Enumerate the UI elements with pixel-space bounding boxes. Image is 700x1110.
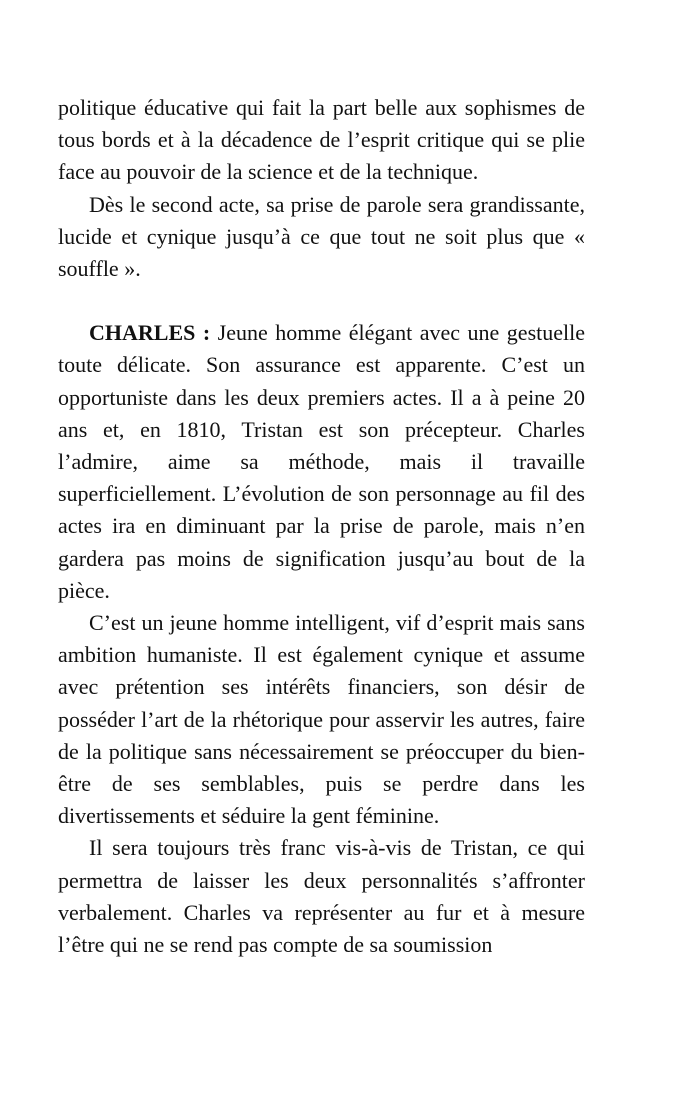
paragraph-second-act: Dès le second acte, sa prise de parole sera grandissante, lucide et cynique jusqu’à ce que tout ne soit plus que « souffle ». bbox=[58, 191, 585, 282]
page-body bbox=[58, 92, 585, 961]
character-description: Jeune homme élégant avec une gestuelle toute délicate. Son assurance est apparente. C’est un opportuniste dans les deux premiers actes. Il a à peine 20 ans et, en 1810, Tristan est son précepteur. Charles l’admire, aime sa méthode, mais il travaille superficiellement. L’évolution de son personnage au fil des actes ira en diminuant par la prise de parole, mais n’en gardera pas moins de signification jusqu’au bout de la pièce. bbox=[58, 320, 585, 603]
paragraph-charles-tristan: Il sera toujours très franc vis-à-vis de Tristan, ce qui permettra de laisser les deux personnalités s’affronter verbalement. Charles va représenter au fur et à mesure l’être qui ne se rend pas compte de sa soumission bbox=[58, 835, 585, 958]
character-name-charles: CHARLES : bbox=[89, 320, 211, 346]
paragraph-continuation: politique éducative qui fait la part belle aux sophismes de tous bords et à la décadence de l’esprit critique qui se plie face au pouvoir de la science et de la technique. bbox=[58, 95, 585, 185]
paragraph-charles-intro bbox=[58, 317, 585, 607]
paragraph-charles-personality: C’est un jeune homme intelligent, vif d’esprit mais sans ambition humaniste. Il est également cynique et assume avec prétention ses intérêts financiers, son désir de posséder l’art de la rhétorique pour asservir les autres, faire de la politique sans nécessairement se préoccuper du bien-être de ses semblables, puis se perdre dans les divertissements et séduire la gent féminine. bbox=[58, 610, 585, 829]
